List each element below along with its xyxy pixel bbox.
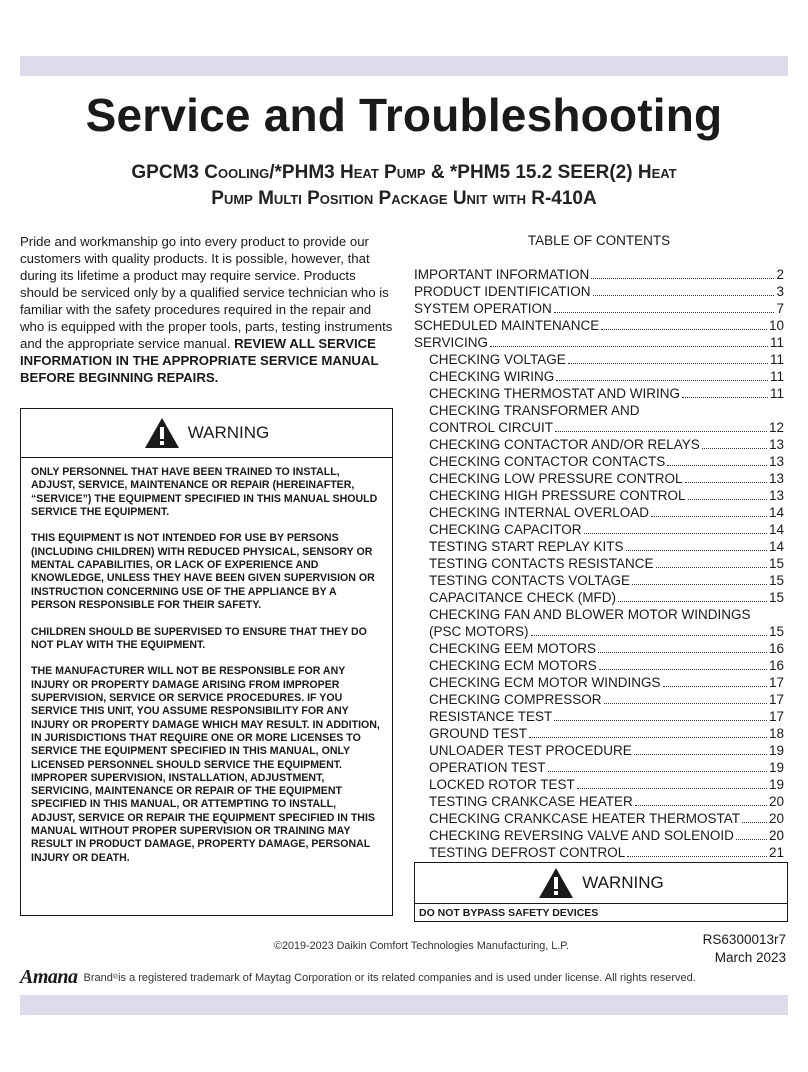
toc-entry [414,419,784,436]
toc-leader-dots [593,283,775,296]
toc-leader-dots [656,555,767,568]
toc-entry-page: 11 [769,352,784,367]
toc-leader-dots [490,334,768,347]
toc-entry [414,589,784,606]
toc-leader-dots [685,470,767,483]
toc-leader-dots [634,742,767,755]
toc-entry-page: 13 [768,471,784,486]
toc-leader-dots [577,776,767,789]
toc-leader-dots [627,844,767,857]
toc-entry-page: 10 [768,318,784,333]
toc-leader-dots [618,589,767,602]
toc-entry-page: 15 [768,590,784,605]
toc-entry-page: 17 [768,709,784,724]
toc-leader-dots [632,572,767,585]
table-of-contents [414,266,784,861]
warning-header [21,409,392,458]
toc-entry [414,351,784,368]
brand-line [20,966,696,989]
toc-leader-dots [736,827,767,840]
toc-leader-dots [604,691,767,704]
toc-entry [414,368,784,385]
toc-entry [414,572,784,589]
toc-entry-page: 12 [768,420,784,435]
toc-entry-page: 15 [768,624,784,639]
subtitle-heat: Heat [637,162,677,183]
intro-bold-text: REVIEW ALL SERVICE INFORMATION IN THE APPROPRIATE SERVICE MANUAL BEFORE BEGINNING REPAIRS. [20,336,379,385]
toc-title: TABLE OF CONTENTS [527,233,671,248]
brand-text: is a registered trademark of Maytag Corporation or its related companies and is used under license. All rights reserved. [118,971,696,984]
subtitle-package: Pump Multi Position Package Unit with [211,188,526,209]
toc-leader-dots [599,657,767,670]
toc-entry-title: TESTING DEFROST CONTROL [429,845,626,860]
subtitle-line-1 [20,160,788,186]
toc-leader-dots [598,640,767,653]
toc-entry-title: RESISTANCE TEST [429,709,553,724]
document-number: RS6300013r7 [702,932,786,947]
toc-entry-page: 15 [768,573,784,588]
toc-entry [414,266,784,283]
toc-entry-title: CHECKING CRANKCASE HEATER THERMOSTAT [429,811,741,826]
toc-entry-title: CHECKING WIRING [429,369,555,384]
toc-leader-dots [667,453,767,466]
toc-entry-title: CHECKING CONTACTOR CONTACTS [429,454,666,469]
toc-entry-title: CHECKING INTERNAL OVERLOAD [429,505,650,520]
subtitle-line-2 [20,186,788,212]
warning-paragraph: THE MANUFACTURER WILL NOT BE RESPONSIBLE FOR ANY INJURY OR PROPERTY DAMAGE ARISING FROM IMPROPER SUPERVISION, SERVICE OR SERVICE PROCEDURES. IF YOU SERVICE THIS UNIT, YOU ASSUME RESPONSIBILITY FOR ANY INJURY OR PROPERTY DAMAGE WHICH MAY RESULT. IN ADDITION, IN JURISDICTIONS THAT REQUIRE ONE OR MORE LICENSES TO SERVICE THE EQUIPMENT SPECIFIED IN THIS MANUAL, ONLY LICENSED PERSONNEL SHOULD SERVICE THE EQUIPMENT. IMPROPER SUPERVISION, INSTALLATION, ADJUSTMENT, SERVICING, MAINTENANCE OR REPAIR OF THE EQUIPMENT SPECIFIED IN THIS MANUAL, OR ATTEMPTING TO INSTALL, ADJUST, SERVICE OR REPAIR THE EQUIPMENT SPECIFIED IN THIS MANUAL WITHOUT PROPER SUPERVISION OR TRAINING MAY RESULT IN PRODUCT DAMAGE, PROPERTY DAMAGE, PERSONAL INJURY OR DEATH. [31,665,380,864]
toc-entry [414,759,784,776]
toc-entry-title: CHECKING FAN AND BLOWER MOTOR WINDINGS [429,607,751,622]
warning-label-2: WARNING [582,873,664,892]
warning-triangle-icon [144,417,180,449]
toc-entry [414,555,784,572]
toc-entry [414,504,784,521]
warning-label: WARNING [187,423,270,442]
toc-entry [414,827,784,844]
toc-entry-page: 20 [768,828,784,843]
page-title: Service and Troubleshooting [85,89,723,141]
toc-leader-dots [663,674,767,687]
toc-entry-page: 14 [768,539,784,554]
toc-leader-dots [555,419,767,432]
warning-box-2 [414,862,788,922]
toc-leader-dots [635,793,767,806]
toc-entry-page: 19 [768,743,784,758]
page-subtitle [20,160,788,212]
toc-entry [414,725,784,742]
toc-entry-page: 11 [769,386,784,401]
warning-paragraph: THIS EQUIPMENT IS NOT INTENDED FOR USE BY PERSONS (INCLUDING CHILDREN) WITH REDUCED PHYSICAL, SENSORY OR MENTAL CAPABILITIES, OR LACK OF EXPERIENCE AND KNOWLEDGE, UNLESS THEY HAVE BEEN GIVEN SUPERVISION OR INSTRUCTION CONCERNING USE OF THE APPLIANCE BY A PERSON RESPONSIBLE FOR THEIR SAFETY. [31,532,375,611]
subtitle-model-1: GPCM3 [131,162,205,183]
toc-entry [414,742,784,759]
toc-entry-page: 15 [768,556,784,571]
toc-leader-dots [568,351,768,364]
toc-entry [414,623,784,640]
toc-leader-dots [601,317,767,330]
subtitle-cooling: Cooling [204,162,270,183]
toc-entry-page: 11 [769,335,784,350]
toc-entry [414,640,784,657]
toc-entry [414,674,784,691]
toc-entry-title: (PSC MOTORS) [429,624,529,639]
toc-entry [414,538,784,555]
toc-entry [414,810,784,827]
toc-entry [414,776,784,793]
warning-box [20,408,393,916]
toc-entry-title: CHECKING VOLTAGE [429,352,566,367]
toc-leader-dots [591,266,774,279]
toc-entry-page: 13 [768,454,784,469]
warning-header-2 [415,863,787,904]
toc-entry-title: SCHEDULED MAINTENANCE [414,318,600,333]
toc-leader-dots [742,810,767,823]
toc-leader-dots [584,521,767,534]
warning-paragraph: CHILDREN SHOULD BE SUPERVISED TO ENSURE THAT THEY DO NOT PLAY WITH THE EQUIPMENT. [31,625,367,651]
brand-word: Brand [83,971,113,984]
toc-entry-title: CHECKING REVERSING VALVE AND SOLENOID [429,828,734,843]
toc-entry-page: 13 [768,488,784,503]
warning-triangle-icon [538,867,574,899]
toc-leader-dots [548,759,767,772]
intro-paragraph [20,233,395,386]
toc-entry-title: CHECKING LOW PRESSURE CONTROL [429,471,683,486]
toc-entry-title: LOCKED ROTOR TEST [429,777,575,792]
toc-entry-title: CHECKING CAPACITOR [429,522,582,537]
bottom-band [20,995,788,1015]
toc-entry-page: 3 [776,284,784,299]
toc-entry [414,385,784,402]
toc-entry [414,708,784,725]
toc-entry-title: CHECKING EEM MOTORS [429,641,597,656]
toc-entry [414,657,784,674]
toc-entry [414,470,784,487]
intro-text: Pride and workmanship go into every product to provide our customers with quality products. It is possible, however, that during its lifetime a product may require service. Products should be serviced only by a qualified service technician who is familiar with the safety procedures required in the repair and who is equipped with the proper tools, parts, testing instruments and the appropriate service manual. [20,234,393,351]
warning-body [21,458,392,865]
toc-leader-dots [642,402,782,414]
toc-entry [414,487,784,504]
toc-entry-title: CONTROL CIRCUIT [429,420,553,435]
toc-entry-title: CHECKING THERMOSTAT AND WIRING [429,386,681,401]
toc-entry-page: 21 [768,845,784,860]
subtitle-heat-pump: Heat Pump & [340,162,450,183]
subtitle-model-2: /*PHM3 [269,162,340,183]
toc-entry [414,402,784,419]
toc-entry [414,436,784,453]
toc-entry-page: 16 [768,658,784,673]
toc-leader-dots [531,623,767,636]
toc-entry-page: 7 [776,301,784,316]
toc-entry-title: CHECKING ECM MOTORS [429,658,597,673]
subtitle-model-3: *PHM5 15.2 SEER(2) [449,162,638,183]
toc-leader-dots [702,436,767,449]
document-number-block [703,931,786,967]
amana-logo: Amana [20,966,78,988]
toc-entry-title: CHECKING CONTACTOR AND/OR RELAYS [429,437,700,452]
toc-entry [414,844,784,861]
toc-entry-page: 14 [768,522,784,537]
toc-leader-dots [554,300,775,313]
toc-entry-page: 20 [768,811,784,826]
toc-leader-dots [682,385,768,398]
toc-entry-title: TESTING START REPLAY KITS [429,539,624,554]
top-band [20,56,788,76]
toc-leader-dots [688,487,767,500]
toc-leader-dots [554,708,767,721]
toc-entry-page: 20 [768,794,784,809]
toc-entry-title: CAPACITANCE CHECK (MFD) [429,590,617,605]
toc-entry-title: CHECKING COMPRESSOR [429,692,602,707]
toc-entry [414,691,784,708]
toc-entry-title: SERVICING [414,335,489,350]
toc-entry-page: 18 [768,726,784,741]
toc-entry [414,334,784,351]
warning-paragraph: ONLY PERSONNEL THAT HAVE BEEN TRAINED TO INSTALL, ADJUST, SERVICE, MAINTENANCE OR REPAIR (HEREINAFTER, “SERVICE”) THE EQUIPMENT SPECIFIED IN THIS MANUAL SHOULD SERVICE THE EQUIPMENT. [31,466,378,518]
subtitle-refrigerant: R-410A [525,188,597,209]
toc-entry-page: 11 [769,369,784,384]
toc-entry-title: TESTING CRANKCASE HEATER [429,794,633,809]
document-date: March 2023 [714,950,786,965]
toc-entry-title: CHECKING ECM MOTOR WINDINGS [429,675,661,690]
warning-text-2: DO NOT BYPASS SAFETY DEVICES [419,907,599,919]
toc-leader-dots [529,725,767,738]
toc-entry-title: IMPORTANT INFORMATION [414,267,590,282]
toc-entry-page: 14 [768,505,784,520]
toc-entry-title: TESTING CONTACTS RESISTANCE [429,556,654,571]
toc-entry-title: SYSTEM OPERATION [414,301,552,316]
toc-entry-page: 16 [768,641,784,656]
toc-entry [414,300,784,317]
copyright: ©2019-2023 Daikin Comfort Technologies Manufacturing, L.P. [274,940,570,952]
toc-leader-dots [556,368,768,381]
registered-mark: ® [112,974,119,981]
toc-entry-title: TESTING CONTACTS VOLTAGE [429,573,631,588]
toc-entry-page: 17 [768,692,784,707]
toc-leader-dots [626,538,767,551]
toc-leader-dots [651,504,767,517]
toc-entry [414,606,784,623]
toc-entry-page: 13 [768,437,784,452]
toc-entry-page: 2 [776,267,784,282]
toc-entry-title: CHECKING TRANSFORMER AND [429,403,640,418]
toc-entry [414,453,784,470]
toc-entry [414,793,784,810]
toc-entry-title: PRODUCT IDENTIFICATION [414,284,591,299]
toc-entry-title: OPERATION TEST [429,760,546,775]
toc-leader-dots [753,606,782,618]
toc-entry [414,317,784,334]
toc-entry-page: 19 [768,760,784,775]
toc-entry [414,283,784,300]
toc-entry-title: UNLOADER TEST PROCEDURE [429,743,632,758]
toc-entry-title: CHECKING HIGH PRESSURE CONTROL [429,488,686,503]
toc-entry-page: 19 [768,777,784,792]
toc-entry-page: 17 [768,675,784,690]
toc-entry-title: GROUND TEST [429,726,528,741]
toc-entry [414,521,784,538]
